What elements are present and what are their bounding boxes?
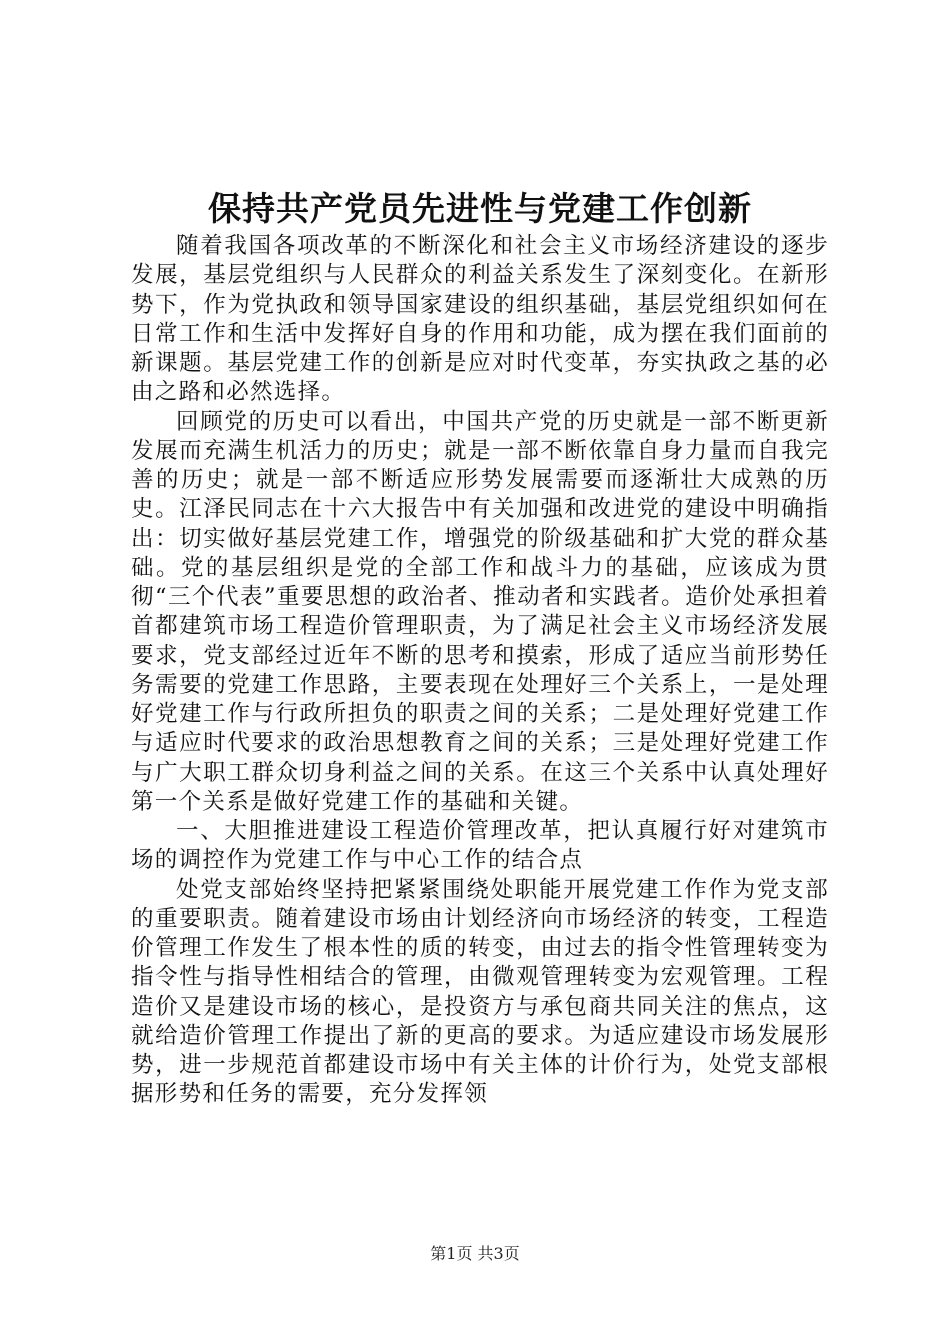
paragraph-intro: 随着我国各项改革的不断深化和社会主义市场经济建设的逐步发展，基层党组织与人民群众的利益关系发生了深刻变化。在新形势下，作为党执政和领导国家建设的组织基础，基层党组织如何在日常工作和生活中发挥好自身的作用和功能，成为摆在我们面前的新课题。基层党建工作的创新是应对时代变革，夯实执政之基的必由之路和必然选择。	[131, 233, 829, 406]
paragraph-history: 回顾党的历史可以看出，中国共产党的历史就是一部不断更新发展而充满生机活力的历史；就是一部不断依靠自身力量而自我完善的历史；就是一部不断适应形势发展需要而逐渐壮大成熟的历史。江泽民同志在十六大报告中有关加强和改进党的建设中明确指出：切实做好基层党建工作，增强党的阶级基础和扩大党的群众基础。党的基层组织是党的全部工作和战斗力的基础，应该成为贯彻“三个代表”重要思想的政治者、推动者和实践者。造价处承担着首都建筑市场工程造价管理职责，为了满足社会主义市场经济发展要求，党支部经过近年不断的思考和摸索，形成了适应当前形势任务需要的党建工作思路，主要表现在处理好三个关系上，一是处理好党建工作与行政所担负的职责之间的关系；二是处理好党建工作与适应时代要求的政治思想教育之间的关系；三是处理好党建工作与广大职工群众切身利益之间的关系。在这三个关系中认真处理好第一个关系是做好党建工作的基础和关键。	[131, 408, 829, 815]
paragraph-section-1: 处党支部始终坚持把紧紧围绕处职能开展党建工作作为党支部的重要职责。随着建设市场由计划经济向市场经济的转变，工程造价管理工作发生了根本性的质的转变，由过去的指令性管理转变为指令性与指导性相结合的管理，由微观管理转变为宏观管理。工程造价又是建设市场的核心，是投资方与承包商共同关注的焦点，这就给造价管理工作提出了新的更高的要求。为适应建设市场发展形势，进一步规范首都建设市场中有关主体的计价行为，处党支部根据形势和任务的需要，充分发挥领	[131, 876, 829, 1108]
section-heading-1: 一、大胆推进建设工程造价管理改革，把认真履行好对建筑市场的调控作为党建工作与中心工作的结合点	[131, 818, 829, 874]
document-body	[131, 232, 829, 1110]
page-footer: 第1页 共3页	[430, 1244, 520, 1263]
document-title: 保持共产党员先进性与党建工作创新	[208, 189, 752, 228]
